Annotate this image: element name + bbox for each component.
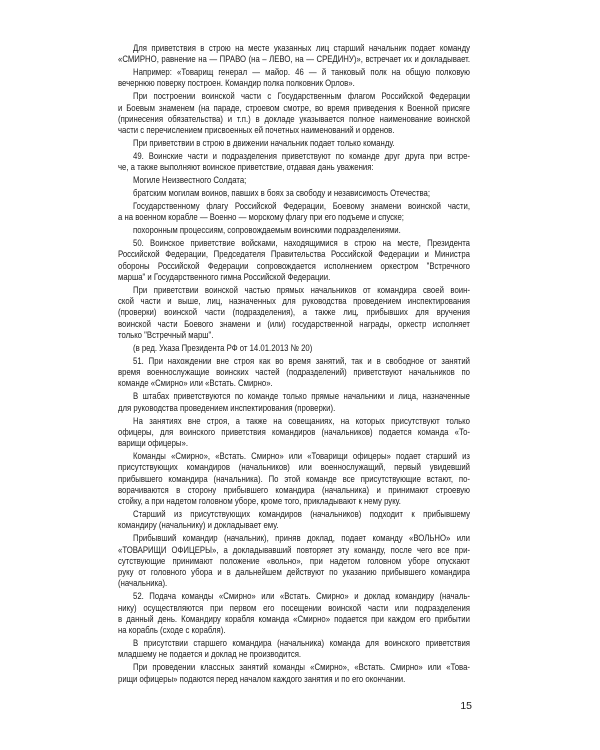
paragraph [118, 662, 470, 685]
list-item [118, 225, 470, 236]
text-line: команде «Смирно» или «Встать. Смирно». [118, 378, 273, 390]
list-item [118, 188, 470, 199]
text-line: обороны Российской Федерации сопровождается исполнением оркестром "Встречного [118, 260, 470, 272]
list-item [118, 201, 470, 224]
text-line: Могиле Неизвестного Солдата; [132, 175, 247, 187]
paragraph [118, 285, 470, 341]
text-line: При приветствии воинской частью прямых начальников от командира своей воин- [132, 284, 470, 296]
text-line: младшему не подается и доклад не производится. [118, 649, 302, 661]
text-line: сутствующие принимают положение «вольно», при надетом головном уборе опускают [118, 555, 470, 567]
text-line: (принесения обязательства) и т.п.) в докладе указывается полное наименование воинской [118, 113, 470, 125]
text-line: «ТОВАРИЩИ ОФИЦЕРЫ», а докладывавший повторяет эту команду, после чего все при- [118, 544, 470, 556]
text-line: а на военном корабле — Военно — морскому флагу при его подъеме и спуске; [118, 212, 404, 224]
text-line: Команды «Смирно», «Встать. Смирно» или «Товарищи офицеры» подает старший из [132, 451, 470, 462]
text-line: ворачиваются в сторону прибывшего командира (начальника) и принимают строевую [118, 484, 470, 496]
text-line: В присутствии старшего командира (начальника) команда для воинского приветствия [132, 638, 470, 650]
list-item [118, 175, 470, 186]
text-line: При проведении классных занятий команды «Смирно», «Встать. Смирно» или «Това- [132, 662, 470, 674]
text-line: нику) осуществляются при первом его посещении воинской части или подразделения [118, 602, 470, 614]
text-line: марша" и Государственного гимна Российской Федерации. [118, 271, 331, 283]
text-line: че, а также выполняют воинское приветствие, отдавая дань уважения: [118, 162, 374, 174]
paragraph [118, 391, 470, 414]
paragraph [118, 43, 470, 66]
text-line: прибывшего командира (начальника). По этой команде все присутствующие встают, по- [118, 473, 470, 485]
text-line: руку от головного убора и в дальнейшем действуют по указанию прибывшего командира [118, 567, 470, 579]
text-line: только "Встречный марш". [118, 330, 214, 342]
text-line: для руководства проведением инспектирования (проверки). [118, 402, 336, 414]
paragraph-clause-49 [118, 151, 470, 174]
text-line: офицеры, для воинского приветствия командиров (начальников) подается команда «То- [118, 426, 470, 438]
paragraph [118, 416, 470, 450]
text-line: При построении воинской части с Государственным флагом Российской Федерации [132, 91, 470, 103]
text-line: стойку, а при надетом головном уборе, кроме того, прикладывают к нему руку. [118, 496, 401, 508]
text-line: Старший из присутствующих командиров (начальников) подходит к прибывшему [132, 509, 470, 521]
text-line: 50. Воинское приветствие войсками, находящимися в строю на месте, Президента [132, 238, 470, 250]
text-line: На занятиях вне строя, а также на совещаниях, на которых присутствуют только [132, 415, 470, 427]
text-line: 52. Подача команды «Смирно» или «Встать. Смирно» и доклад командиру (началь- [132, 591, 470, 603]
paragraph-clause-50 [118, 238, 470, 283]
paragraph-clause-52 [118, 591, 470, 636]
text-line: (в ред. Указа Президента РФ от 14.01.2013 № 20) [132, 342, 313, 354]
text-line: 51. При нахождении вне строя как во время занятий, так и в свободное от занятий [132, 355, 470, 367]
page-number: 15 [460, 700, 472, 712]
text-line: варищи офицеры». [118, 438, 188, 450]
text-line: время военнослужащие воинских частей (подразделений) приветствуют начальников по [118, 367, 470, 379]
text-line: Прибывший командир (начальник), приняв доклад, подает команду «ВОЛЬНО» или [132, 533, 470, 545]
paragraph [118, 451, 470, 507]
text-line: командиру (начальнику) и докладывает ему. [118, 520, 279, 532]
amendment-note [118, 343, 470, 354]
text-line: Например: «Товарищ генерал — майор. 46 — й танковый полк на общую полковую [132, 67, 470, 79]
text-line: воинской части Боевого знамени и (или) государственной награды, оркестр исполняет [118, 318, 470, 330]
text-line: на корабль (сходе с корабля). [118, 625, 226, 637]
paragraph [118, 533, 470, 589]
text-line: Для приветствия в строю на месте указанных лиц старший начальник подает команду [132, 43, 470, 54]
paragraph [118, 91, 470, 136]
text-line: (начальника). [118, 578, 168, 590]
text-line: Российской Федерации, Председателя Правительства Российской Федерации и Министра [118, 249, 470, 261]
text-line: и Боевым знаменем (на параде, строевом смотре, во время приведения к Военной присяге [118, 102, 470, 114]
text-block [118, 43, 470, 685]
text-line: (проверки) воинской части (подразделения), а также лиц, прибывших для вручения [118, 307, 470, 319]
text-line: Государственному флагу Российской Федерации, Боевому знамени воинской части, [132, 201, 470, 213]
text-line: 49. Воинские части и подразделения приветствуют по команде друг друга при встре- [132, 151, 470, 163]
text-line: ской части и выше, лиц, назначенных для руководства проведением инспектирования [118, 296, 470, 308]
text-line: В штабах приветствуются по команде только прямые начальники и лица, назначенные [132, 391, 470, 403]
text-line: в данный день. Командиру корабля команда «Смирно» подается при каждом его прибытии [118, 613, 470, 625]
text-line: «СМИРНО, равнение на — ПРАВО (на – ЛЕВО, на — СРЕДИНУ)», встречает их и докладывает. [118, 54, 470, 66]
text-line: рищи офицеры» подаются перед началом каждого занятия и по его окончании. [118, 673, 406, 685]
text-line: части с перечислением присвоенных ей почетных наименований и орденов. [118, 125, 395, 137]
text-line: вечернюю поверку построен. Командир полка полковник Орлов». [118, 78, 355, 90]
text-line: присутствующих командиров (начальников) или военнослужащий, первый увидевший [118, 462, 470, 474]
paragraph-clause-51 [118, 356, 470, 390]
paragraph [118, 638, 470, 661]
text-line: При приветствии в строю в движении начальник подает только команду. [132, 138, 395, 150]
paragraph [118, 509, 470, 532]
paragraph [118, 67, 470, 90]
text-line: похоронным процессиям, сопровождаемым воинскими подразделениями. [132, 225, 401, 237]
paragraph [118, 138, 470, 149]
text-line: братским могилам воинов, павших в боях за свободу и независимость Отечества; [132, 188, 431, 200]
